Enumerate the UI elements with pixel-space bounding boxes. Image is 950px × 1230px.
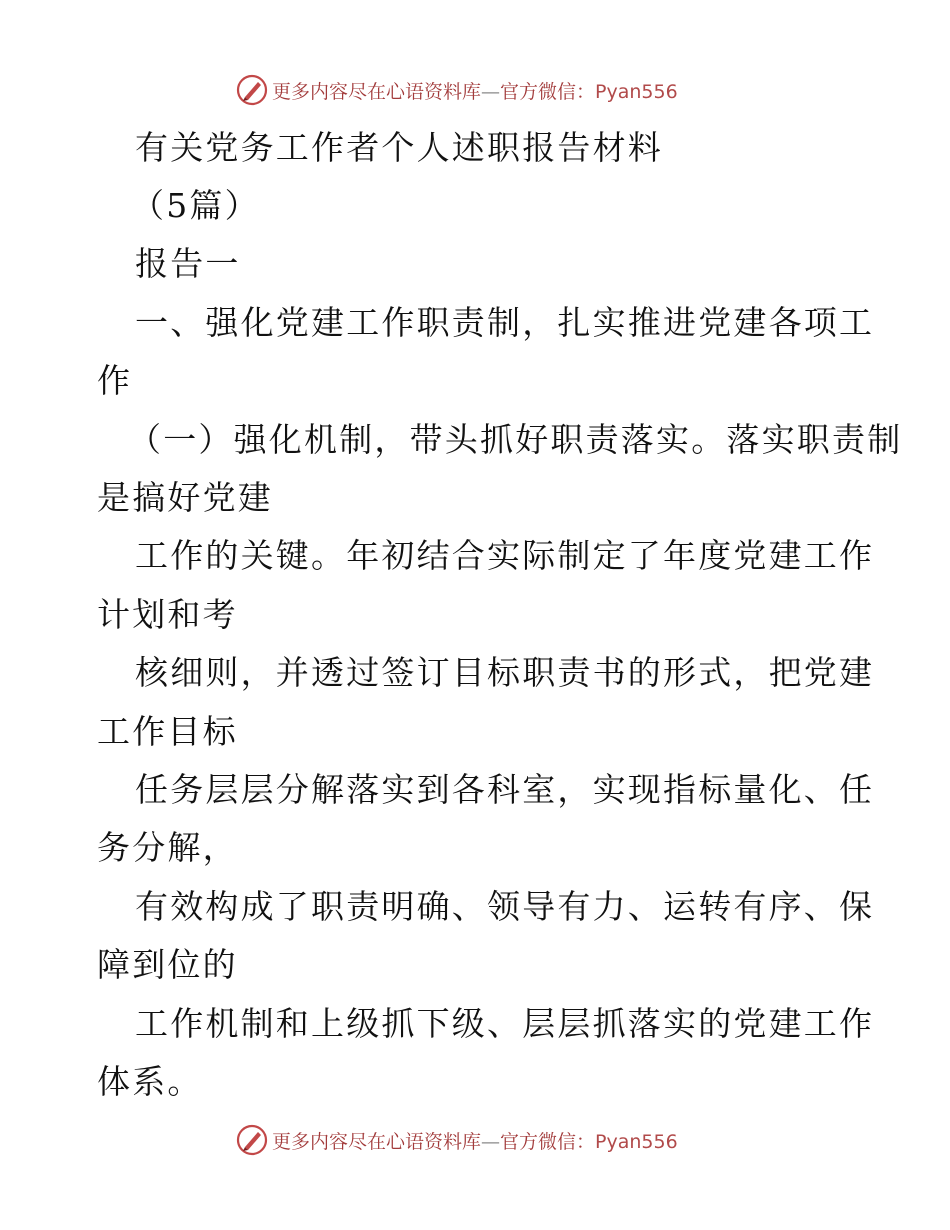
paragraph-line: 务分解， xyxy=(97,828,238,867)
paragraph-line: 核细则，并透过签订目标职责书的形式，把党建 xyxy=(135,653,875,692)
paragraph-line: 任务层层分解落实到各科室，实现指标量化、任 xyxy=(135,770,875,809)
document-title: 有关党务工作者个人述职报告材料 xyxy=(135,128,663,167)
watermark-banner-bottom xyxy=(236,1122,716,1158)
paragraph-line: 计划和考 xyxy=(97,595,238,634)
watermark-wechat-label: 官方微信： xyxy=(500,1130,596,1153)
paragraph-line: 工作机制和上级抓下级、层层抓落实的党建工作 xyxy=(135,1004,875,1043)
paragraph-line: （一）强化机制，带头抓好职责落实。落实职责制 xyxy=(128,420,903,459)
report-label: 报告一 xyxy=(135,244,241,283)
paragraph-line: 有效构成了职责明确、领导有力、运转有序、保 xyxy=(135,887,875,926)
paragraph-line: 体系。 xyxy=(97,1062,203,1101)
watermark-separator: — xyxy=(481,1130,501,1153)
document-count: （5篇） xyxy=(131,186,260,225)
watermark-banner-top xyxy=(236,72,716,108)
paragraph-line: 工作的关键。年初结合实际制定了年度党建工作 xyxy=(135,536,875,575)
watermark-text xyxy=(272,1127,678,1154)
watermark-wechat-id: Pyan556 xyxy=(595,80,678,103)
paragraph-line: 工作目标 xyxy=(97,712,238,751)
section-heading: 一、强化党建工作职责制，扎实推进党建各项工 xyxy=(135,303,875,342)
watermark-site-text: 更多内容尽在心语资料库 xyxy=(272,1130,482,1153)
watermark-wechat-id: Pyan556 xyxy=(595,1130,678,1153)
watermark-text xyxy=(272,77,678,104)
section-heading-continued: 作 xyxy=(97,361,133,400)
watermark-separator: — xyxy=(481,80,501,103)
paragraph-line: 是搞好党建 xyxy=(97,478,273,517)
paragraph-line: 障到位的 xyxy=(97,945,238,984)
watermark-site-text: 更多内容尽在心语资料库 xyxy=(272,80,482,103)
watermark-wechat-label: 官方微信： xyxy=(500,80,596,103)
pen-logo-icon xyxy=(236,1124,268,1156)
pen-logo-icon xyxy=(236,74,268,106)
